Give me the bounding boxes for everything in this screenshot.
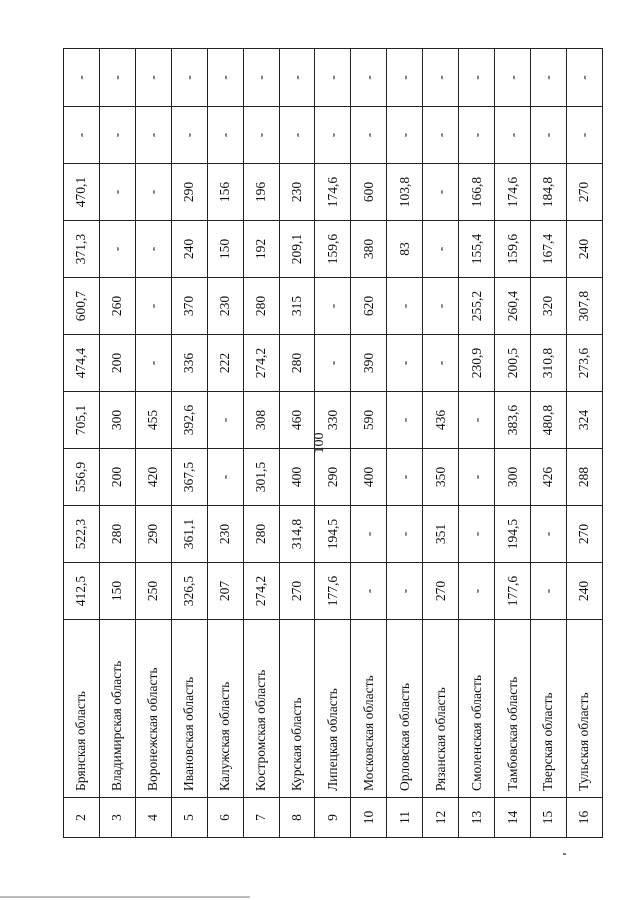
value-cell: 308: [243, 392, 279, 449]
value-cell: 200: [99, 449, 135, 506]
value-cell: -: [387, 49, 423, 107]
value-cell: 174,6: [495, 164, 531, 221]
value-cell: 274,2: [243, 335, 279, 392]
value-cell: -: [387, 506, 423, 563]
row-number-cell: 3: [99, 798, 135, 838]
row-number-cell: 10: [351, 798, 387, 838]
value-cell: -: [423, 49, 459, 107]
table-row: [351, 49, 387, 838]
region-cell: Рязанская область: [423, 620, 459, 798]
row-number-cell: 9: [315, 798, 351, 838]
value-cell: 274,2: [243, 563, 279, 620]
value-cell: 351: [423, 506, 459, 563]
value-cell: 350: [423, 449, 459, 506]
value-cell: 392,6: [171, 392, 207, 449]
value-cell: -: [315, 278, 351, 335]
value-cell: -: [530, 49, 566, 107]
value-cell: -: [351, 506, 387, 563]
value-cell: 200,5: [495, 335, 531, 392]
value-cell: -: [135, 107, 171, 164]
value-cell: 240: [566, 563, 602, 620]
value-cell: 390: [351, 335, 387, 392]
value-cell: -: [387, 278, 423, 335]
row-number-cell: 16: [566, 798, 602, 838]
value-cell: -: [387, 563, 423, 620]
value-cell: 400: [351, 449, 387, 506]
value-cell: -: [387, 107, 423, 164]
data-table: [63, 48, 603, 838]
value-cell: 270: [566, 506, 602, 563]
value-cell: 315: [279, 278, 315, 335]
table-row: [495, 49, 531, 838]
value-cell: 301,5: [243, 449, 279, 506]
row-number-cell: 14: [495, 798, 531, 838]
value-cell: 194,5: [315, 506, 351, 563]
value-cell: 436: [423, 392, 459, 449]
value-cell: 326,5: [171, 563, 207, 620]
value-cell: 600: [351, 164, 387, 221]
region-cell: Московская область: [351, 620, 387, 798]
value-cell: -: [387, 449, 423, 506]
value-cell: -: [495, 49, 531, 107]
value-cell: 184,8: [530, 164, 566, 221]
value-cell: 361,1: [171, 506, 207, 563]
value-cell: -: [530, 506, 566, 563]
value-cell: -: [315, 49, 351, 107]
row-number-cell: 12: [423, 798, 459, 838]
value-cell: 307,8: [566, 278, 602, 335]
value-cell: 474,4: [64, 335, 100, 392]
table-row: [99, 49, 135, 838]
value-cell: 336: [171, 335, 207, 392]
value-cell: 290: [315, 449, 351, 506]
value-cell: -: [495, 107, 531, 164]
value-cell: -: [135, 278, 171, 335]
row-number-cell: 6: [207, 798, 243, 838]
value-cell: 156: [207, 164, 243, 221]
table-row: [530, 49, 566, 838]
value-cell: -: [387, 335, 423, 392]
value-cell: -: [99, 107, 135, 164]
value-cell: -: [459, 392, 495, 449]
region-cell: Курская область: [279, 620, 315, 798]
value-cell: 260,4: [495, 278, 531, 335]
value-cell: 470,1: [64, 164, 100, 221]
value-cell: 207: [207, 563, 243, 620]
value-cell: 310,8: [530, 335, 566, 392]
value-cell: -: [459, 449, 495, 506]
value-cell: 83: [387, 221, 423, 278]
row-number-cell: 13: [459, 798, 495, 838]
value-cell: 400: [279, 449, 315, 506]
value-cell: 300: [495, 449, 531, 506]
value-cell: 270: [279, 563, 315, 620]
value-cell: 705,1: [64, 392, 100, 449]
value-cell: 250: [135, 563, 171, 620]
value-cell: -: [459, 506, 495, 563]
value-cell: -: [135, 49, 171, 107]
value-cell: -: [387, 392, 423, 449]
value-cell: 270: [423, 563, 459, 620]
table-row: [315, 49, 351, 838]
region-cell: Смоленская область: [459, 620, 495, 798]
value-cell: -: [315, 107, 351, 164]
value-cell: 330: [315, 392, 351, 449]
value-cell: -: [99, 221, 135, 278]
value-cell: -: [459, 49, 495, 107]
value-cell: 240: [566, 221, 602, 278]
region-cell: Тамбовская область: [495, 620, 531, 798]
value-cell: 192: [243, 221, 279, 278]
value-cell: -: [566, 49, 602, 107]
scan-mark: [563, 853, 566, 855]
value-cell: 174,6: [315, 164, 351, 221]
value-cell: -: [459, 563, 495, 620]
value-cell: -: [351, 49, 387, 107]
region-cell: Владимирская область: [99, 620, 135, 798]
region-cell: Орловская область: [387, 620, 423, 798]
value-cell: 324: [566, 392, 602, 449]
value-cell: 280: [243, 278, 279, 335]
value-cell: 380: [351, 221, 387, 278]
table-row: [566, 49, 602, 838]
value-cell: -: [207, 392, 243, 449]
table-row: [279, 49, 315, 838]
table-row: [423, 49, 459, 838]
value-cell: 155,4: [459, 221, 495, 278]
value-cell: 426: [530, 449, 566, 506]
value-cell: 288: [566, 449, 602, 506]
region-cell: Тульская область: [566, 620, 602, 798]
value-cell: 370: [171, 278, 207, 335]
value-cell: -: [171, 49, 207, 107]
value-cell: -: [279, 49, 315, 107]
page-number: 100: [312, 432, 327, 454]
table-row: [207, 49, 243, 838]
value-cell: 455: [135, 392, 171, 449]
value-cell: 383,6: [495, 392, 531, 449]
value-cell: -: [135, 221, 171, 278]
value-cell: 150: [207, 221, 243, 278]
value-cell: 230,9: [459, 335, 495, 392]
value-cell: 230: [279, 164, 315, 221]
value-cell: 150: [99, 563, 135, 620]
value-cell: -: [135, 335, 171, 392]
value-cell: -: [243, 49, 279, 107]
value-cell: 209,1: [279, 221, 315, 278]
row-number-cell: 4: [135, 798, 171, 838]
value-cell: 371,3: [64, 221, 100, 278]
value-cell: 290: [171, 164, 207, 221]
value-cell: 222: [207, 335, 243, 392]
value-cell: -: [423, 107, 459, 164]
value-cell: -: [530, 107, 566, 164]
value-cell: 620: [351, 278, 387, 335]
value-cell: 522,3: [64, 506, 100, 563]
row-number-cell: 15: [530, 798, 566, 838]
value-cell: 280: [279, 335, 315, 392]
region-cell: Тверская область: [530, 620, 566, 798]
value-cell: -: [423, 164, 459, 221]
value-cell: 103,8: [387, 164, 423, 221]
value-cell: 412,5: [64, 563, 100, 620]
value-cell: 177,6: [315, 563, 351, 620]
value-cell: -: [423, 278, 459, 335]
table-row: [387, 49, 423, 838]
scan-edge: [0, 896, 250, 898]
value-cell: 230: [207, 278, 243, 335]
value-cell: 460: [279, 392, 315, 449]
row-number-cell: 8: [279, 798, 315, 838]
value-cell: 196: [243, 164, 279, 221]
value-cell: 480,8: [530, 392, 566, 449]
region-cell: Костромская область: [243, 620, 279, 798]
value-cell: -: [566, 107, 602, 164]
value-cell: -: [243, 107, 279, 164]
value-cell: 200: [99, 335, 135, 392]
value-cell: 230: [207, 506, 243, 563]
table-row: [459, 49, 495, 838]
value-cell: -: [351, 107, 387, 164]
table-row: [64, 49, 100, 838]
region-cell: Брянская область: [64, 620, 100, 798]
value-cell: 240: [171, 221, 207, 278]
value-cell: 320: [530, 278, 566, 335]
value-cell: -: [135, 164, 171, 221]
value-cell: 255,2: [459, 278, 495, 335]
region-cell: Воронежская область: [135, 620, 171, 798]
value-cell: -: [99, 49, 135, 107]
row-number-cell: 5: [171, 798, 207, 838]
value-cell: -: [99, 164, 135, 221]
value-cell: 280: [243, 506, 279, 563]
value-cell: 167,4: [530, 221, 566, 278]
value-cell: 290: [135, 506, 171, 563]
value-cell: 159,6: [315, 221, 351, 278]
value-cell: 367,5: [171, 449, 207, 506]
value-cell: -: [207, 449, 243, 506]
value-cell: 420: [135, 449, 171, 506]
value-cell: 556,9: [64, 449, 100, 506]
value-cell: -: [279, 107, 315, 164]
value-cell: -: [423, 335, 459, 392]
value-cell: 590: [351, 392, 387, 449]
region-cell: Ивановская область: [171, 620, 207, 798]
row-number-cell: 11: [387, 798, 423, 838]
value-cell: 166,8: [459, 164, 495, 221]
value-cell: 270: [566, 164, 602, 221]
table-row: [243, 49, 279, 838]
region-cell: Липецкая область: [315, 620, 351, 798]
row-number-cell: 7: [243, 798, 279, 838]
value-cell: -: [315, 335, 351, 392]
value-cell: -: [423, 221, 459, 278]
region-cell: Калужская область: [207, 620, 243, 798]
value-cell: -: [207, 49, 243, 107]
value-cell: -: [530, 563, 566, 620]
value-cell: 314,8: [279, 506, 315, 563]
row-number-cell: 2: [64, 798, 100, 838]
table-body: [64, 49, 603, 838]
rotated-table-wrapper: [63, 48, 603, 838]
value-cell: 280: [99, 506, 135, 563]
value-cell: -: [351, 563, 387, 620]
value-cell: 260: [99, 278, 135, 335]
value-cell: 177,6: [495, 563, 531, 620]
value-cell: 273,6: [566, 335, 602, 392]
value-cell: 300: [99, 392, 135, 449]
value-cell: -: [64, 49, 100, 107]
table-row: [171, 49, 207, 838]
value-cell: -: [459, 107, 495, 164]
value-cell: 194,5: [495, 506, 531, 563]
value-cell: 600,7: [64, 278, 100, 335]
value-cell: -: [64, 107, 100, 164]
value-cell: 159,6: [495, 221, 531, 278]
value-cell: -: [171, 107, 207, 164]
table-row: [135, 49, 171, 838]
value-cell: -: [207, 107, 243, 164]
